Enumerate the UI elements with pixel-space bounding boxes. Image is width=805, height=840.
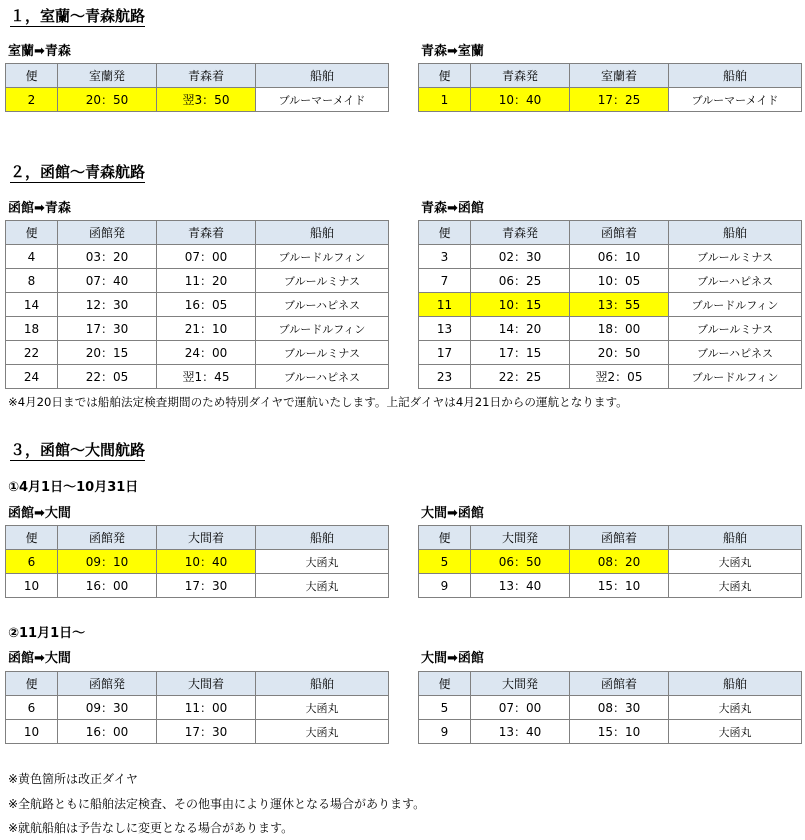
table-row [419,720,802,744]
trip-no-cell: 7 [419,269,471,293]
timetable-hakodate-to-aomori [5,220,389,389]
departure-cell: 14：20 [471,317,570,341]
ship-cell: 大函丸 [669,720,802,744]
trip-no-cell: 11 [419,293,471,317]
table-row [6,720,389,744]
header-departure: 青森発 [471,221,570,245]
departure-cell: 13：40 [471,720,570,744]
arrival-cell: 07：00 [157,245,256,269]
table-label-hakodate-to-aomori: 函館➡青森 [8,201,71,216]
table-row [419,365,802,389]
departure-cell: 09：30 [58,696,157,720]
ship-cell: ブルーハピネス [669,341,802,365]
trip-no-cell: 4 [6,245,58,269]
arrival-cell: 17：30 [157,720,256,744]
table-header-row [6,221,389,245]
table-header-row [419,64,802,88]
table-row [6,269,389,293]
trip-no-cell: 18 [6,317,58,341]
section-title-muroran-aomori: １，室蘭～青森航路 [10,7,146,25]
header-departure: 函館発 [58,221,157,245]
footnote-ship-change: ※就航船舶は予告なしに変更となる場合があります。 [8,821,294,835]
arrival-cell: 15：10 [570,720,669,744]
header-arrival: 青森着 [157,221,256,245]
departure-cell: 06：50 [471,550,570,574]
ship-cell: 大函丸 [669,696,802,720]
ship-cell: ブルールミナス [256,269,389,293]
arrival-cell: 08：20 [570,550,669,574]
ship-cell: ブルードルフィン [256,245,389,269]
ship-cell: 大函丸 [256,550,389,574]
table-row [6,574,389,598]
arrival-cell: 06：10 [570,245,669,269]
trip-no-cell: 13 [419,317,471,341]
arrival-cell: 08：30 [570,696,669,720]
header-trip-no: 便 [419,64,471,88]
ship-cell: ブルーマーメイド [669,88,802,112]
header-ship: 船舶 [256,526,389,550]
ship-cell: ブルールミナス [669,245,802,269]
header-trip-no: 便 [419,672,471,696]
footnote-highlight: ※黄色箇所は改正ダイヤ [8,772,138,786]
trip-no-cell: 1 [419,88,471,112]
header-trip-no: 便 [6,672,58,696]
ship-cell: ブルードルフィン [669,365,802,389]
header-arrival: 函館着 [570,221,669,245]
table-header-row [419,672,802,696]
header-ship: 船舶 [669,672,802,696]
arrival-cell: 17：30 [157,574,256,598]
trip-no-cell: 10 [6,574,58,598]
departure-cell: 20：15 [58,341,157,365]
arrival-cell: 10：05 [570,269,669,293]
table-row [6,550,389,574]
departure-cell: 10：15 [471,293,570,317]
table-row [419,269,802,293]
table-row [419,245,802,269]
header-ship: 船舶 [256,221,389,245]
departure-cell: 22：25 [471,365,570,389]
header-trip-no: 便 [6,526,58,550]
footnote-suspension: ※全航路ともに船舶法定検査、その他事由により運休となる場合があります。 [8,797,426,811]
header-departure: 室蘭発 [58,64,157,88]
header-departure: 函館発 [58,526,157,550]
ship-cell: 大函丸 [669,574,802,598]
timetable-hakodate-to-oma-2 [5,671,389,744]
header-arrival: 大間着 [157,526,256,550]
ship-cell: 大函丸 [256,720,389,744]
trip-no-cell: 10 [6,720,58,744]
header-departure: 青森発 [471,64,570,88]
arrival-cell: 15：10 [570,574,669,598]
departure-cell: 12：30 [58,293,157,317]
arrival-cell: 11：20 [157,269,256,293]
table-row [6,365,389,389]
timetable-hakodate-to-oma-1 [5,525,389,598]
ship-cell: ブルードルフィン [256,317,389,341]
table-label-oma-to-hakodate-2: 大間➡函館 [421,651,484,666]
period-label-winter: ②11月1日～ [8,626,86,641]
table-row [419,88,802,112]
section-title-hakodate-oma: ３，函館～大間航路 [10,441,146,459]
timetable-oma-to-hakodate-1 [418,525,802,598]
timetable-aomori-to-hakodate [418,220,802,389]
header-trip-no: 便 [6,221,58,245]
table-label-aomori-to-muroran: 青森➡室蘭 [421,44,484,59]
arrival-cell: 翌1：45 [157,365,256,389]
table-row [6,293,389,317]
departure-cell: 22：05 [58,365,157,389]
departure-cell: 10：40 [471,88,570,112]
departure-cell: 13：40 [471,574,570,598]
table-label-hakodate-to-oma-1: 函館➡大間 [8,506,71,521]
table-row [419,341,802,365]
departure-cell: 09：10 [58,550,157,574]
header-arrival: 室蘭着 [570,64,669,88]
table-label-oma-to-hakodate-1: 大間➡函館 [421,506,484,521]
trip-no-cell: 8 [6,269,58,293]
ship-cell: 大函丸 [669,550,802,574]
table-row [6,696,389,720]
trip-no-cell: 5 [419,696,471,720]
header-departure: 大間発 [471,672,570,696]
trip-no-cell: 9 [419,574,471,598]
trip-no-cell: 24 [6,365,58,389]
arrival-cell: 翌2：05 [570,365,669,389]
ship-cell: ブルーハピネス [256,365,389,389]
arrival-cell: 13：55 [570,293,669,317]
departure-cell: 03：20 [58,245,157,269]
header-ship: 船舶 [669,526,802,550]
inspection-note: ※4月20日までは船舶法定検査期間のため特別ダイヤで運航いたします。上記ダイヤは4月21日からの運航となります。 [8,395,628,409]
arrival-cell: 翌3：50 [157,88,256,112]
table-label-aomori-to-hakodate: 青森➡函館 [421,201,484,216]
arrival-cell: 17：25 [570,88,669,112]
timetable-aomori-to-muroran [418,63,802,112]
departure-cell: 16：00 [58,720,157,744]
header-arrival: 青森着 [157,64,256,88]
header-trip-no: 便 [419,221,471,245]
trip-no-cell: 23 [419,365,471,389]
arrival-cell: 20：50 [570,341,669,365]
departure-cell: 02：30 [471,245,570,269]
header-departure: 函館発 [58,672,157,696]
table-label-muroran-to-aomori: 室蘭➡青森 [8,44,71,59]
table-row [6,245,389,269]
header-arrival: 大間着 [157,672,256,696]
arrival-cell: 18：00 [570,317,669,341]
section-title-hakodate-aomori: ２，函館～青森航路 [10,163,146,181]
table-row [419,574,802,598]
table-header-row [419,526,802,550]
header-ship: 船舶 [256,672,389,696]
arrival-cell: 16：05 [157,293,256,317]
header-arrival: 函館着 [570,526,669,550]
trip-no-cell: 6 [6,550,58,574]
table-row [419,317,802,341]
header-ship: 船舶 [669,221,802,245]
trip-no-cell: 22 [6,341,58,365]
ship-cell: ブルードルフィン [669,293,802,317]
arrival-cell: 24：00 [157,341,256,365]
table-header-row [419,221,802,245]
table-header-row [6,526,389,550]
header-ship: 船舶 [256,64,389,88]
ship-cell: 大函丸 [256,696,389,720]
ship-cell: ブルールミナス [669,317,802,341]
arrival-cell: 11：00 [157,696,256,720]
ship-cell: ブルールミナス [256,341,389,365]
arrival-cell: 21：10 [157,317,256,341]
table-row [6,317,389,341]
trip-no-cell: 14 [6,293,58,317]
trip-no-cell: 6 [6,696,58,720]
header-trip-no: 便 [6,64,58,88]
departure-cell: 17：30 [58,317,157,341]
departure-cell: 16：00 [58,574,157,598]
trip-no-cell: 2 [6,88,58,112]
departure-cell: 07：00 [471,696,570,720]
arrival-cell: 10：40 [157,550,256,574]
table-row [419,550,802,574]
timetable-muroran-to-aomori [5,63,389,112]
departure-cell: 06：25 [471,269,570,293]
header-trip-no: 便 [419,526,471,550]
table-row [419,293,802,317]
table-header-row [6,672,389,696]
period-label-summer: ①4月1日～10月31日 [8,480,139,495]
table-row [419,696,802,720]
departure-cell: 20：50 [58,88,157,112]
trip-no-cell: 5 [419,550,471,574]
trip-no-cell: 17 [419,341,471,365]
table-label-hakodate-to-oma-2: 函館➡大間 [8,651,71,666]
ship-cell: ブルーハピネス [256,293,389,317]
departure-cell: 17：15 [471,341,570,365]
trip-no-cell: 9 [419,720,471,744]
header-arrival: 函館着 [570,672,669,696]
ship-cell: 大函丸 [256,574,389,598]
header-ship: 船舶 [669,64,802,88]
timetable-oma-to-hakodate-2 [418,671,802,744]
table-row [6,88,389,112]
ship-cell: ブルーマーメイド [256,88,389,112]
header-departure: 大間発 [471,526,570,550]
departure-cell: 07：40 [58,269,157,293]
ship-cell: ブルーハピネス [669,269,802,293]
trip-no-cell: 3 [419,245,471,269]
table-row [6,341,389,365]
table-header-row [6,64,389,88]
